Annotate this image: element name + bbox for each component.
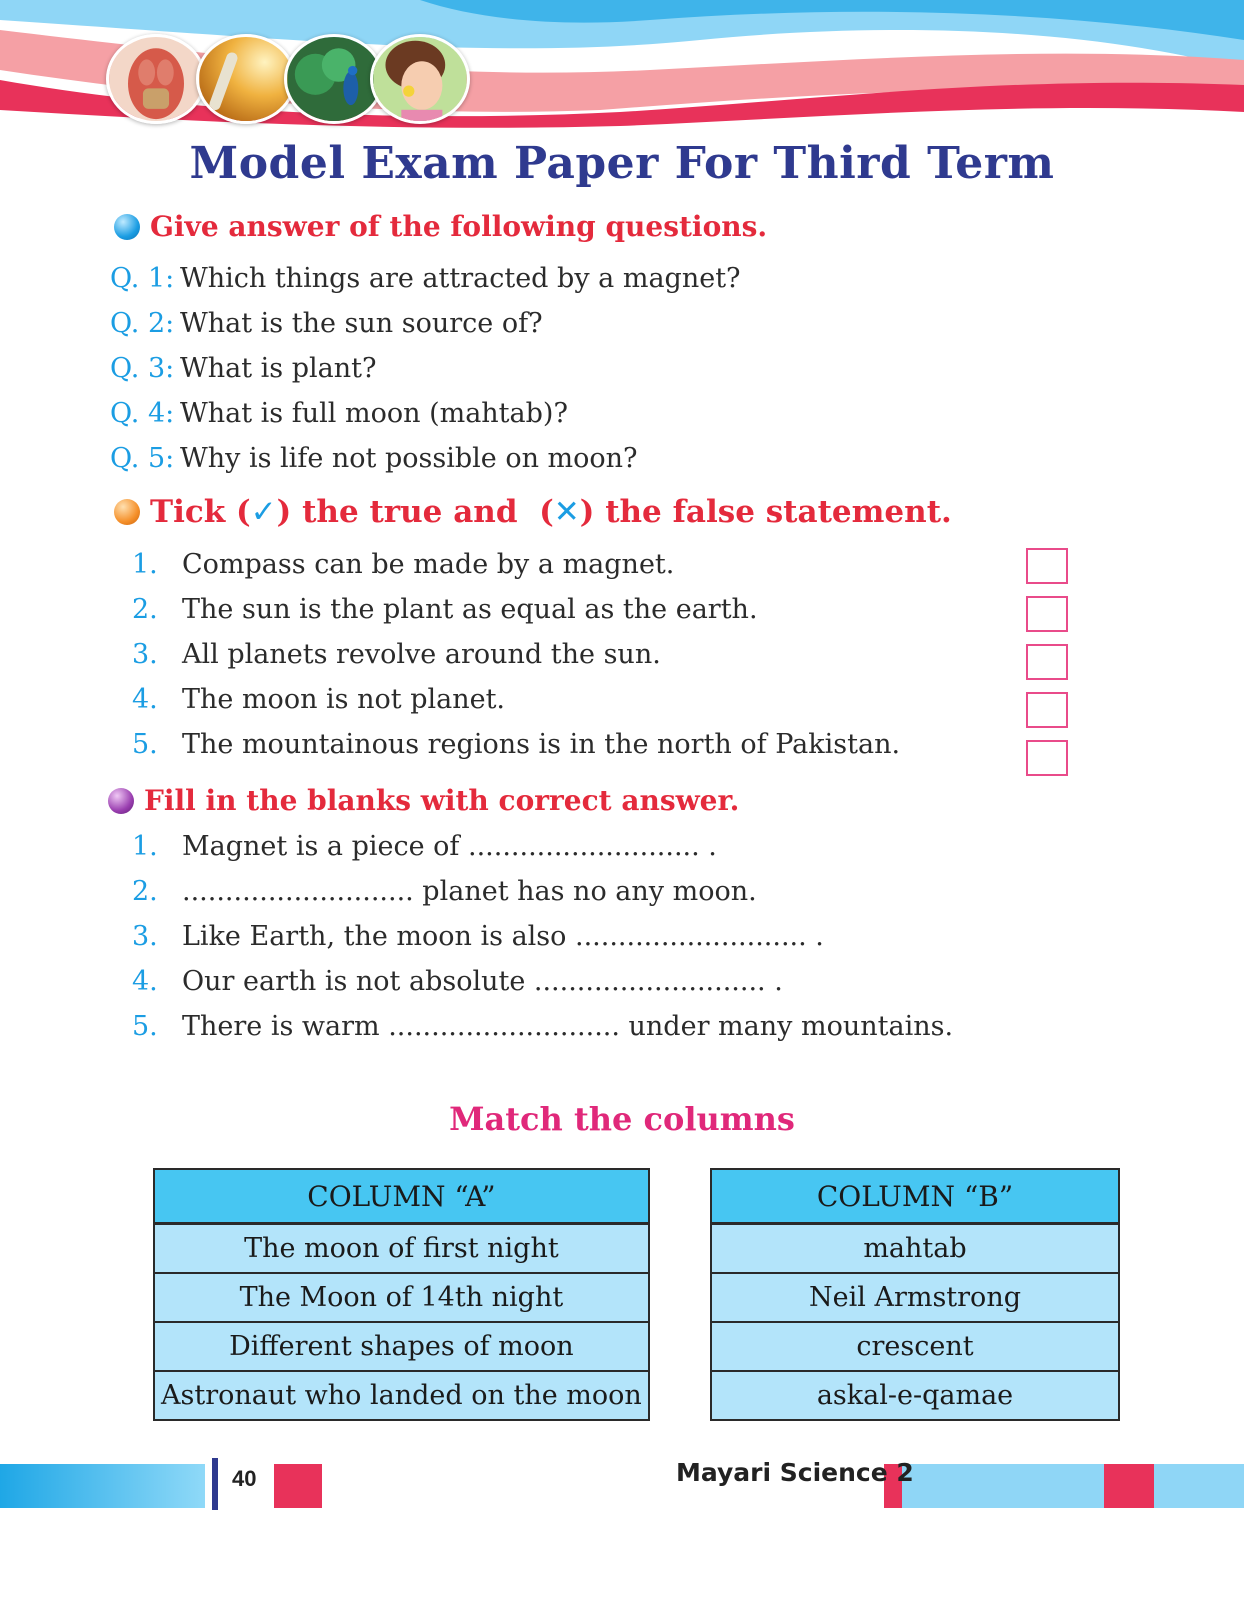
question-text: Which things are attracted by a magnet? [180,263,741,294]
column-a-cell: The Moon of 14th night [155,1273,648,1322]
list-item [110,346,741,391]
orange-bullet-icon [114,499,140,525]
item-number: 1. [132,831,158,862]
column-b-cell: mahtab [712,1224,1118,1274]
list-item [110,632,900,677]
question-text: What is full moon (mahtab)? [180,398,568,429]
list-item [110,869,953,914]
question-number: Q. 2: [110,308,175,339]
question-number: Q. 3: [110,353,175,384]
item-number: 2. [132,594,158,625]
blank-sentence: Like Earth, the moon is also ........................... . [182,921,824,952]
child-photo [370,34,470,124]
question-number: Q. 1: [110,263,175,294]
column-b-header: COLUMN “B” [712,1170,1118,1224]
blank-sentence: ........................... planet has no any moon. [182,876,757,907]
answer-checkbox[interactable] [1026,548,1068,584]
heading-part: ) the true and ( [276,494,554,530]
list-item [110,391,741,436]
list-item [110,914,953,959]
answer-checkbox[interactable] [1026,692,1068,728]
list-item [110,677,900,722]
question-text: What is the sun source of? [180,308,543,339]
anatomy-photo [106,34,206,124]
section-heading-tick [114,494,952,530]
answer-checkbox[interactable] [1026,644,1068,680]
column-a-header: COLUMN “A” [155,1170,648,1224]
tick-statement-list [110,542,900,767]
item-number: 1. [132,549,158,580]
list-item [110,959,953,1004]
list-item [110,587,900,632]
question-text: Why is life not possible on moon? [180,443,638,474]
column-b-cell: crescent [712,1322,1118,1371]
list-item [110,542,900,587]
item-number: 4. [132,966,158,997]
fill-blank-list [110,824,953,1049]
section-heading-text: Fill in the blanks with correct answer. [144,784,740,817]
column-a-table [155,1170,648,1419]
section-heading-fill [108,784,739,817]
item-number: 5. [132,1011,158,1042]
statement-text: The mountainous regions is in the north of Pakistan. [182,729,901,760]
tick-icon: ✓ [250,494,277,530]
thermometer-photo [196,34,296,124]
list-item [110,256,741,301]
statement-text: The moon is not planet. [182,684,506,715]
book-title: Mayari Science 2 [676,1458,914,1487]
section-heading-questions [114,210,767,243]
list-item [110,722,900,767]
section-heading-text: Give answer of the following questions. [150,210,768,243]
column-a-cell: Astronaut who landed on the moon [155,1371,648,1419]
cross-icon: ✕ [553,494,580,530]
statement-text: Compass can be made by a magnet. [182,549,675,580]
item-number: 2. [132,876,158,907]
heading-part: ) the false statement. [579,494,952,530]
list-item [110,301,741,346]
column-b-cell: askal-e-qamae [712,1371,1118,1419]
heading-part: Tick ( [150,494,251,530]
match-title: Match the columns [449,1100,795,1138]
item-number: 5. [132,729,158,760]
blank-sentence: Magnet is a piece of ........................... . [182,831,717,862]
list-item [110,824,953,869]
question-list [110,256,741,481]
blue-bullet-icon [114,214,140,240]
column-b-cell: Neil Armstrong [712,1273,1118,1322]
statement-text: All planets revolve around the sun. [182,639,661,670]
question-number: Q. 4: [110,398,175,429]
purple-bullet-icon [108,788,134,814]
blank-sentence: There is warm ........................... under many mountains. [182,1011,954,1042]
answer-checkbox[interactable] [1026,740,1068,776]
question-text: What is plant? [180,353,377,384]
list-item [110,436,741,481]
column-a-cell: The moon of first night [155,1224,648,1274]
blank-sentence: Our earth is not absolute ........................... . [182,966,783,997]
item-number: 3. [132,921,158,952]
list-item [110,1004,953,1049]
footer-bar [0,1440,1244,1520]
item-number: 4. [132,684,158,715]
column-b-table [712,1170,1118,1419]
page-title: Model Exam Paper For Third Term [189,138,1055,189]
item-number: 3. [132,639,158,670]
answer-checkbox[interactable] [1026,596,1068,632]
column-a-cell: Different shapes of moon [155,1322,648,1371]
peacock-photo [284,34,384,124]
page-number: 40 [232,1466,257,1491]
statement-text: The sun is the plant as equal as the earth. [182,594,758,625]
question-number: Q. 5: [110,443,175,474]
